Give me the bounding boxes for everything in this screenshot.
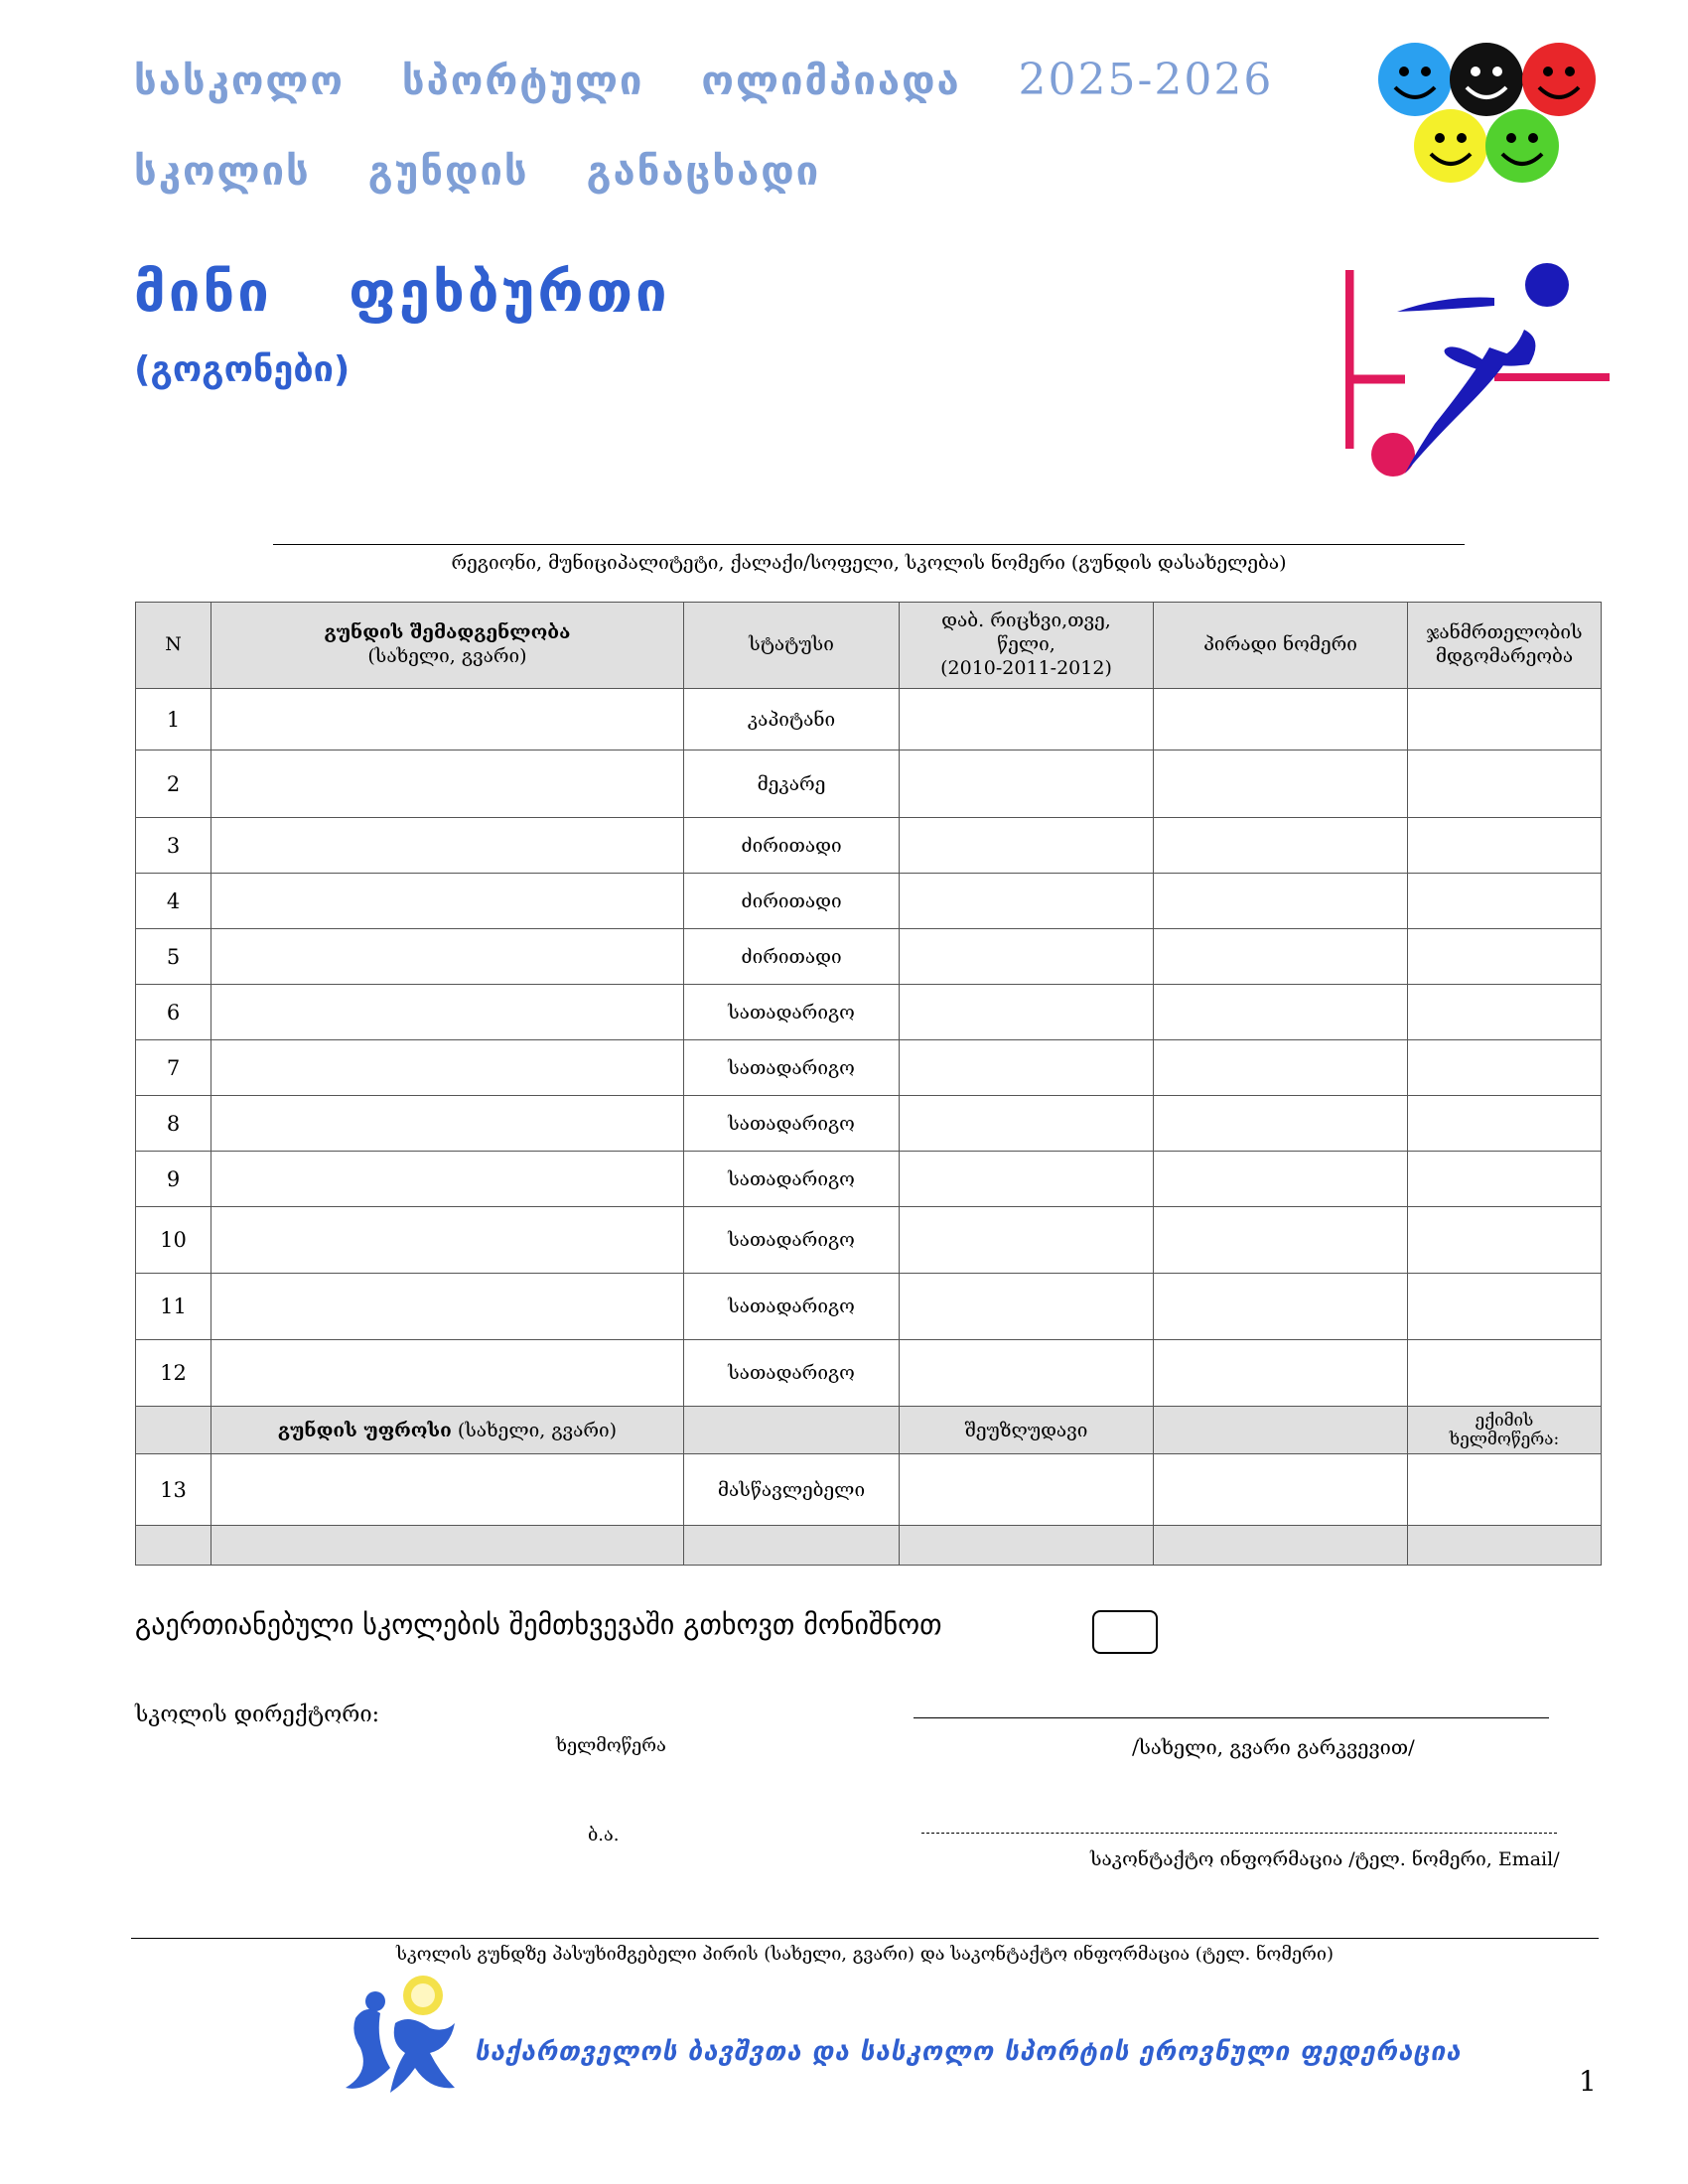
player-status: სათადარიგო <box>684 1152 900 1207</box>
leader-header-blank2 <box>1154 1407 1408 1454</box>
school-name-line[interactable] <box>273 544 1465 545</box>
header-team-sub: (სახელი, გვარი) <box>367 645 527 667</box>
personal-id-cell[interactable] <box>1154 689 1408 751</box>
empty-cell <box>211 1526 684 1566</box>
header-health-l2: მდგომარეობა <box>1435 645 1574 667</box>
gender-label: (გოგონები) <box>134 349 351 390</box>
player-status: სათადარიგო <box>684 985 900 1040</box>
title2-word-2: გუნდის <box>367 149 529 195</box>
personal-id-cell[interactable] <box>1154 1274 1408 1340</box>
smiley-red-icon <box>1522 43 1596 116</box>
olympiad-smiley-logo <box>1375 40 1604 189</box>
row-number: 1 <box>136 689 211 751</box>
header-team-title: გუნდის შემადგენლობა <box>324 621 571 644</box>
birth-date-cell[interactable] <box>900 1096 1154 1152</box>
row-number: 2 <box>136 751 211 818</box>
header-personal-id: პირადი ნომერი <box>1154 603 1408 689</box>
leader-status: მასწავლებელი <box>684 1454 900 1526</box>
row-number: 4 <box>136 874 211 929</box>
player-name-cell[interactable] <box>211 1096 684 1152</box>
sport-word-1: მინი <box>134 260 272 325</box>
player-name-cell[interactable] <box>211 874 684 929</box>
responsible-person-caption: სკოლის გუნდზე პასუხიმგებელი პირის (სახელი, გვარი) და საკონტაქტო ინფორმაცია (ტელ. ნომერი) <box>396 1944 1334 1965</box>
header-status: სტატუსი <box>684 603 900 689</box>
player-status: ძირითადი <box>684 929 900 985</box>
leader-header-row <box>136 1407 1602 1454</box>
health-cell[interactable] <box>1408 1152 1602 1207</box>
united-schools-label: გაერთიანებული სკოლების შემთხვევაში გთხოვთ მონიშნოთ <box>135 1608 942 1641</box>
header-team-composition <box>211 603 684 689</box>
contact-info-label: საკონტაქტო ინფორმაცია /ტელ. ნომერი, Email/ <box>1090 1848 1560 1870</box>
player-name-cell[interactable] <box>211 1207 684 1274</box>
team-roster-table <box>135 602 1602 1566</box>
health-cell[interactable] <box>1408 1040 1602 1096</box>
leader-name-cell[interactable] <box>211 1454 684 1526</box>
director-label: სკოლის დირექტორი: <box>135 1703 380 1727</box>
row-number: 13 <box>136 1454 211 1526</box>
player-status: ძირითადი <box>684 818 900 874</box>
empty-cell <box>1408 1526 1602 1566</box>
health-cell[interactable] <box>1408 1274 1602 1340</box>
page-number: 1 <box>1579 2065 1597 2098</box>
player-name-cell[interactable] <box>211 1274 684 1340</box>
birth-date-cell[interactable] <box>900 1207 1154 1274</box>
health-cell[interactable] <box>1408 874 1602 929</box>
row-number: 12 <box>136 1340 211 1407</box>
player-status: სათადარიგო <box>684 1096 900 1152</box>
table-row <box>136 689 1602 751</box>
player-name-cell[interactable] <box>211 985 684 1040</box>
leader-header-blank <box>684 1407 900 1454</box>
health-cell[interactable] <box>1408 1096 1602 1152</box>
header-title-line1 <box>134 55 1315 105</box>
empty-cell <box>1154 1526 1408 1566</box>
leader-title-sub: (სახელი, გვარი) <box>457 1419 618 1441</box>
leader-header-empty <box>136 1407 211 1454</box>
leader-title-bold: გუნდის უფროსი <box>277 1419 452 1441</box>
birth-date-cell[interactable] <box>900 1152 1154 1207</box>
table-row <box>136 818 1602 874</box>
smiley-yellow-icon <box>1414 109 1487 183</box>
row-number: 6 <box>136 985 211 1040</box>
personal-id-cell[interactable] <box>1154 1096 1408 1152</box>
health-cell[interactable] <box>1408 985 1602 1040</box>
doctor-signature-cell[interactable] <box>1408 1454 1602 1526</box>
table-row <box>136 751 1602 818</box>
health-cell[interactable] <box>1408 689 1602 751</box>
player-status: სათადარიგო <box>684 1274 900 1340</box>
health-cell[interactable] <box>1408 1340 1602 1407</box>
row-number: 10 <box>136 1207 211 1274</box>
player-status: სათადარიგო <box>684 1340 900 1407</box>
personal-id-cell[interactable] <box>1154 1207 1408 1274</box>
personal-id-cell[interactable] <box>1154 985 1408 1040</box>
empty-cell <box>136 1526 211 1566</box>
leader-header-doctor <box>1408 1407 1602 1454</box>
stamp-label: ბ.ა. <box>588 1825 620 1845</box>
row-number: 7 <box>136 1040 211 1096</box>
header-health <box>1408 603 1602 689</box>
sport-title <box>134 260 725 325</box>
player-name-cell[interactable] <box>211 1040 684 1096</box>
player-status: ძირითადი <box>684 874 900 929</box>
player-name-cell[interactable] <box>211 818 684 874</box>
table-row <box>136 985 1602 1040</box>
birth-date-cell[interactable] <box>900 985 1154 1040</box>
header-year: 2025-2026 <box>1018 55 1274 105</box>
title-word-2: სპორტული <box>401 59 644 104</box>
title-word-1: სასკოლო <box>134 59 345 104</box>
birth-date-cell[interactable] <box>900 1040 1154 1096</box>
leader-row <box>136 1454 1602 1526</box>
table-header-row <box>136 603 1602 689</box>
birth-date-cell[interactable] <box>900 818 1154 874</box>
table-row <box>136 1152 1602 1207</box>
responsible-person-line[interactable] <box>131 1938 1599 1939</box>
header-birth-l1: დაბ. რიცხვი,თვე, <box>941 610 1111 632</box>
header-title-line2 <box>134 149 862 195</box>
birth-date-cell[interactable] <box>900 1340 1154 1407</box>
health-cell[interactable] <box>1408 929 1602 985</box>
smiley-black-icon <box>1450 43 1523 116</box>
personal-id-cell[interactable] <box>1154 751 1408 818</box>
title2-word-3: განაცხადი <box>586 149 821 195</box>
header-birth-l2: წელი, <box>997 633 1055 656</box>
director-name-line[interactable] <box>914 1717 1549 1718</box>
title2-word-1: სკოლის <box>134 149 311 195</box>
player-name-cell[interactable] <box>211 1152 684 1207</box>
header-n: N <box>136 603 211 689</box>
player-status: კაპიტანი <box>684 689 900 751</box>
school-line-caption: რეგიონი, მუნიციპალიტეტი, ქალაქი/სოფელი, სკოლის ნომერი (გუნდის დასახელება) <box>451 552 1287 574</box>
personal-id-cell[interactable] <box>1154 929 1408 985</box>
personal-id-cell[interactable] <box>1154 1340 1408 1407</box>
personal-id-cell[interactable] <box>1154 874 1408 929</box>
leader-header-restricted: შეუზღუდავი <box>900 1407 1154 1454</box>
row-number: 8 <box>136 1096 211 1152</box>
personal-id-cell[interactable] <box>1154 1152 1408 1207</box>
smiley-green-icon <box>1485 109 1559 183</box>
leader-id-cell[interactable] <box>1154 1454 1408 1526</box>
table-row <box>136 929 1602 985</box>
leader-birth-cell[interactable] <box>900 1454 1154 1526</box>
player-name-cell[interactable] <box>211 929 684 985</box>
empty-cell <box>900 1526 1154 1566</box>
header-health-l1: ჯანმრთელობის <box>1426 621 1583 644</box>
doctor-l1: ექიმის <box>1475 1410 1534 1431</box>
birth-date-cell[interactable] <box>900 751 1154 818</box>
player-name-cell[interactable] <box>211 751 684 818</box>
player-name-cell[interactable] <box>211 1340 684 1407</box>
smiley-blue-icon <box>1378 43 1452 116</box>
birth-date-cell[interactable] <box>900 1274 1154 1340</box>
player-name-cell[interactable] <box>211 689 684 751</box>
table-row <box>136 1040 1602 1096</box>
header-birth-l3: (2010-2011-2012) <box>940 656 1112 679</box>
empty-gray-row <box>136 1526 1602 1566</box>
name-clarification-label: /სახელი, გვარი გარკვევით/ <box>1132 1735 1415 1759</box>
player-status: მეკარე <box>684 751 900 818</box>
row-number: 9 <box>136 1152 211 1207</box>
player-status: სათადარიგო <box>684 1207 900 1274</box>
health-cell[interactable] <box>1408 1207 1602 1274</box>
table-row <box>136 1207 1602 1274</box>
signature-label: ხელმოწერა <box>556 1735 666 1756</box>
federation-name: საქართველოს ბავშვთა და სასკოლო სპორტის ეროვნული ფედერაცია <box>475 2037 1462 2067</box>
header-birth-date <box>900 603 1154 689</box>
row-number: 5 <box>136 929 211 985</box>
table-row <box>136 874 1602 929</box>
birth-date-cell[interactable] <box>900 929 1154 985</box>
personal-id-cell[interactable] <box>1154 1040 1408 1096</box>
mini-football-pictogram-icon <box>1345 260 1614 488</box>
row-number: 3 <box>136 818 211 874</box>
table-row <box>136 1340 1602 1407</box>
sport-word-2: ფეხბურთი <box>349 260 670 325</box>
doctor-l2: ხელმოწერა: <box>1449 1429 1560 1449</box>
federation-logo-icon <box>336 1974 475 2103</box>
table-row <box>136 1274 1602 1340</box>
table-row <box>136 1096 1602 1152</box>
personal-id-cell[interactable] <box>1154 818 1408 874</box>
title-word-3: ოლიმპიადა <box>701 59 961 104</box>
row-number: 11 <box>136 1274 211 1340</box>
contact-info-line[interactable] <box>921 1833 1557 1834</box>
united-schools-checkbox[interactable] <box>1092 1610 1158 1654</box>
birth-date-cell[interactable] <box>900 689 1154 751</box>
birth-date-cell[interactable] <box>900 874 1154 929</box>
health-cell[interactable] <box>1408 818 1602 874</box>
empty-cell <box>684 1526 900 1566</box>
player-status: სათადარიგო <box>684 1040 900 1096</box>
health-cell[interactable] <box>1408 751 1602 818</box>
leader-header-title <box>211 1407 684 1454</box>
